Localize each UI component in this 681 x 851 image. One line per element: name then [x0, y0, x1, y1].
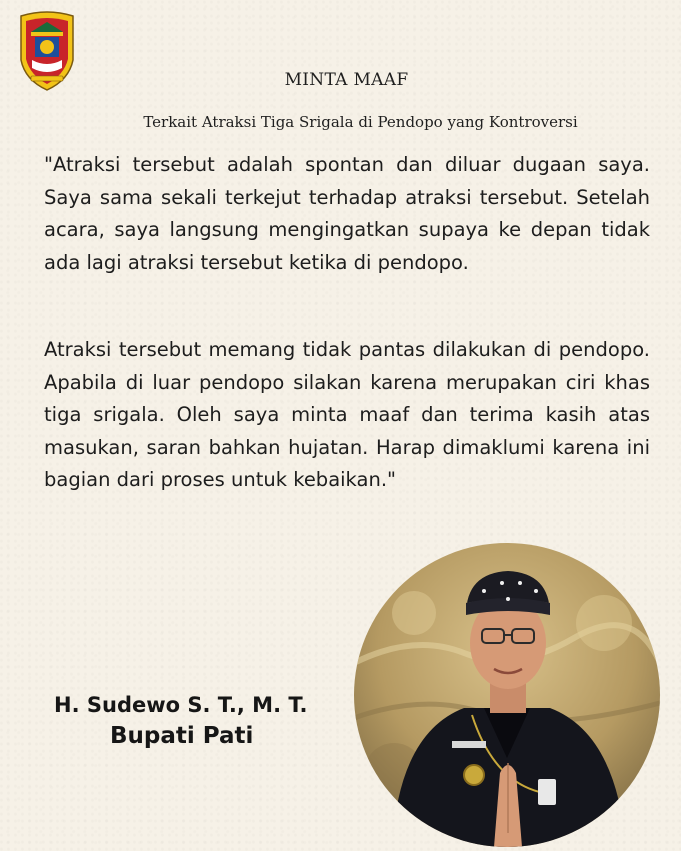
speaker-name: H. Sudewo S. T., M. T. — [54, 693, 308, 717]
page-subtitle: Terkait Atraksi Tiga Srigala di Pendopo yang Kontroversi — [143, 113, 578, 131]
statement-paragraph-1: "Atraksi tersebut adalah spontan dan diluar dugaan saya. Saya sama sekali terkejut terhadap atraksi tersebut. Setelah acara, saya langsung mengingatkan supaya ke depan tidak ada lagi atraksi tersebut ketika di pendopo. — [44, 153, 650, 274]
speaker-role: Bupati Pati — [110, 723, 254, 749]
page-title: MINTA MAAF — [284, 70, 409, 90]
speaker-portrait — [354, 543, 660, 847]
statement-paragraph-2: Atraksi tersebut memang tidak pantas dilakukan di pendopo. Apabila di luar pendopo silakan karena merupakan ciri khas tiga srigala. Oleh saya minta maaf dan terima kasih atas masukan, saran bahkan hujatan. Harap dimaklumi karena ini bagian dari proses untuk kebaikan." — [44, 338, 650, 491]
